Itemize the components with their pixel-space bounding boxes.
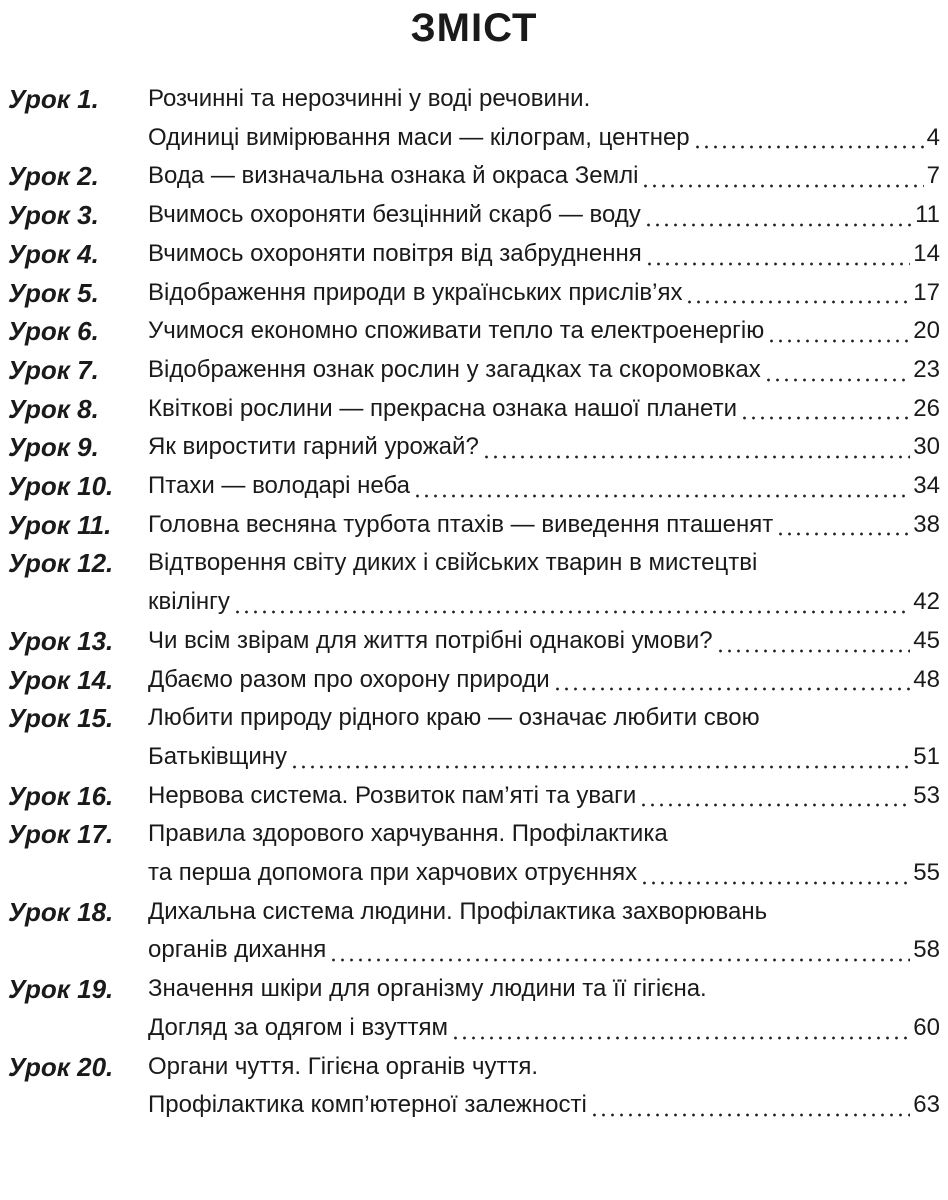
lesson-title	[148, 274, 940, 313]
title-last-line	[148, 738, 940, 777]
page-number: 23	[913, 355, 940, 383]
title-line: Любити природу рідного краю — означає любити свою	[148, 704, 760, 732]
page-number: 11	[915, 201, 940, 229]
dot-leader	[776, 532, 910, 536]
lesson-number: Урок 12.	[8, 548, 114, 579]
title-text: Чи всім звірам для життя потрібні однакові умови?	[148, 626, 713, 654]
title-text: Вчимось охороняти повітря від забруднення	[148, 239, 642, 267]
title-text: Нервова система. Розвиток пам’яті та уваги	[148, 781, 637, 809]
title-text: органів дихання	[148, 936, 327, 964]
title-last-line	[148, 1086, 940, 1125]
dot-leader	[740, 416, 910, 420]
toc-entry	[8, 699, 940, 776]
page-number: 38	[913, 510, 940, 538]
dot-leader	[767, 339, 910, 343]
title-text: Одиниці вимірювання маси — кілограм, центнер	[148, 123, 690, 151]
title-last-line	[148, 931, 940, 970]
dot-leader	[644, 223, 912, 227]
title-text: Головна весняна турбота птахів — виведення пташенят	[148, 510, 774, 538]
title-text: Профілактика комп’ютерної залежності	[148, 1091, 587, 1119]
title-last-line	[148, 467, 940, 506]
table-of-contents	[8, 80, 940, 1125]
dot-leader	[290, 765, 910, 769]
title-last-line	[148, 622, 940, 661]
title-text: Батьківщину	[148, 742, 288, 770]
title-text: квілінгу	[148, 588, 230, 616]
page-number: 58	[913, 936, 940, 964]
page-number: 60	[913, 1013, 940, 1041]
lesson-number: Урок 13.	[8, 625, 114, 656]
lesson-number: Урок 19.	[8, 974, 114, 1005]
page-number: 63	[913, 1091, 940, 1119]
page-number: 34	[913, 472, 940, 500]
lesson-number: Урок 16.	[8, 780, 114, 811]
title-line: Правила здорового харчування. Профілактика	[148, 820, 668, 848]
lesson-title	[148, 544, 940, 621]
lesson-number: Урок 8.	[8, 393, 99, 424]
lesson-number: Урок 6.	[8, 316, 99, 347]
toc-entry	[8, 428, 940, 467]
title-text: Як виростити гарний урожай?	[148, 433, 479, 461]
title-last-line	[148, 157, 940, 196]
title-line: Розчинні та нерозчинні у воді речовини.	[148, 85, 591, 112]
page-number: 20	[913, 317, 940, 345]
page-number: 4	[926, 123, 940, 151]
lesson-title	[148, 467, 940, 506]
page-number: 48	[913, 665, 940, 693]
title-line: Відтворення світу диких і свійських тварин в мистецтві	[148, 549, 758, 577]
title-line: Значення шкіри для організму людини та її гігієна.	[148, 975, 707, 1003]
lesson-title	[148, 777, 940, 816]
title-last-line	[148, 312, 940, 351]
lesson-number: Урок 17.	[8, 819, 114, 850]
dot-leader	[693, 145, 924, 149]
dot-leader	[639, 803, 910, 807]
title-text: Відображення природи в українських прислів’ях	[148, 278, 683, 306]
lesson-title	[148, 235, 940, 274]
lesson-title	[148, 893, 940, 970]
toc-entry	[8, 777, 940, 816]
lesson-title	[148, 970, 940, 1047]
lesson-title	[148, 312, 940, 351]
lesson-number: Урок 9.	[8, 432, 99, 463]
toc-entry	[8, 274, 940, 313]
lesson-number: Урок 2.	[8, 161, 99, 192]
toc-entry	[8, 467, 940, 506]
lesson-number: Урок 1.	[8, 84, 99, 114]
title-last-line	[148, 506, 940, 545]
dot-leader	[645, 262, 911, 266]
title-last-line	[148, 1009, 940, 1048]
title-text: Догляд за одягом і взуттям	[148, 1013, 449, 1041]
page-number: 17	[913, 278, 940, 306]
page-number: 14	[913, 239, 940, 267]
page-number: 45	[913, 626, 940, 654]
toc-entry	[8, 80, 940, 157]
lesson-title	[148, 506, 940, 545]
title-text: та перша допомога при харчових отруєннях	[148, 859, 638, 887]
title-text: Відображення ознак рослин у загадках та скоромовках	[148, 355, 761, 383]
toc-entry	[8, 1048, 940, 1125]
title-last-line	[148, 390, 940, 429]
lesson-title	[148, 196, 940, 235]
lesson-number: Урок 11.	[8, 509, 112, 540]
dot-leader	[553, 687, 911, 691]
title-last-line	[148, 661, 940, 700]
toc-entry	[8, 661, 940, 700]
page-number: 7	[926, 162, 940, 190]
title-last-line	[148, 196, 940, 235]
toc-entry	[8, 157, 940, 196]
dot-leader	[233, 610, 910, 614]
title-line: Дихальна система людини. Профілактика захворювань	[148, 897, 768, 925]
toc-entry	[8, 622, 940, 661]
title-last-line	[148, 854, 940, 893]
lesson-title	[148, 157, 940, 196]
dot-leader	[590, 1113, 911, 1117]
dot-leader	[641, 184, 923, 188]
toc-entry	[8, 970, 940, 1047]
title-text: Дбаємо разом про охорону природи	[148, 665, 550, 693]
toc-entry	[8, 390, 940, 429]
title-last-line	[148, 583, 940, 622]
lesson-number: Урок 5.	[8, 277, 99, 308]
dot-leader	[716, 649, 911, 653]
page-number: 30	[913, 433, 940, 461]
title-text: Учимося економно споживати тепло та електроенергію	[148, 317, 765, 345]
title-line: Органи чуття. Гігієна органів чуття.	[148, 1052, 539, 1080]
title-last-line	[148, 777, 940, 816]
lesson-title	[148, 1048, 940, 1125]
title-last-line	[148, 274, 940, 313]
lesson-title	[148, 80, 940, 157]
lesson-number: Урок 10.	[8, 471, 114, 502]
toc-entry	[8, 196, 940, 235]
lesson-title	[148, 390, 940, 429]
lesson-title	[148, 622, 940, 661]
dot-leader	[451, 1036, 910, 1040]
title-text: Квіткові рослини — прекрасна ознака нашої планети	[148, 394, 737, 422]
toc-entry	[8, 544, 940, 621]
page-number: 55	[913, 859, 940, 887]
title-last-line	[148, 235, 940, 274]
dot-leader	[764, 378, 911, 382]
title-text: Вода — визначальна ознака й окраса Землі	[148, 162, 639, 190]
lesson-number: Урок 4.	[8, 238, 99, 269]
lesson-number: Урок 20.	[8, 1051, 114, 1082]
page-number: 42	[913, 588, 940, 616]
page-number: 51	[913, 742, 940, 770]
title-text: Вчимось охороняти безцінний скарб — воду	[148, 201, 641, 229]
lesson-title	[148, 428, 940, 467]
dot-leader	[640, 881, 910, 885]
toc-entry	[8, 235, 940, 274]
lesson-title	[148, 815, 940, 892]
page-number: 26	[913, 394, 940, 422]
toc-entry	[8, 351, 940, 390]
toc-entry	[8, 312, 940, 351]
lesson-number: Урок 14.	[8, 664, 114, 695]
lesson-title	[148, 351, 940, 390]
page-title: ЗМІСТ	[410, 6, 538, 50]
dot-leader	[329, 958, 910, 962]
title-last-line	[148, 119, 940, 158]
lesson-title	[148, 699, 940, 776]
lesson-title	[148, 661, 940, 700]
title-last-line	[148, 351, 940, 390]
dot-leader	[685, 300, 910, 304]
dot-leader	[413, 494, 910, 498]
dot-leader	[482, 455, 911, 459]
lesson-number: Урок 3.	[8, 200, 99, 231]
lesson-number: Урок 15.	[8, 703, 114, 734]
page-number: 53	[913, 781, 940, 809]
lesson-number: Урок 7.	[8, 354, 99, 385]
title-text: Птахи — володарі неба	[148, 472, 411, 500]
toc-entry	[8, 815, 940, 892]
toc-entry	[8, 506, 940, 545]
title-last-line	[148, 428, 940, 467]
toc-entry	[8, 893, 940, 970]
lesson-number: Урок 18.	[8, 896, 114, 927]
